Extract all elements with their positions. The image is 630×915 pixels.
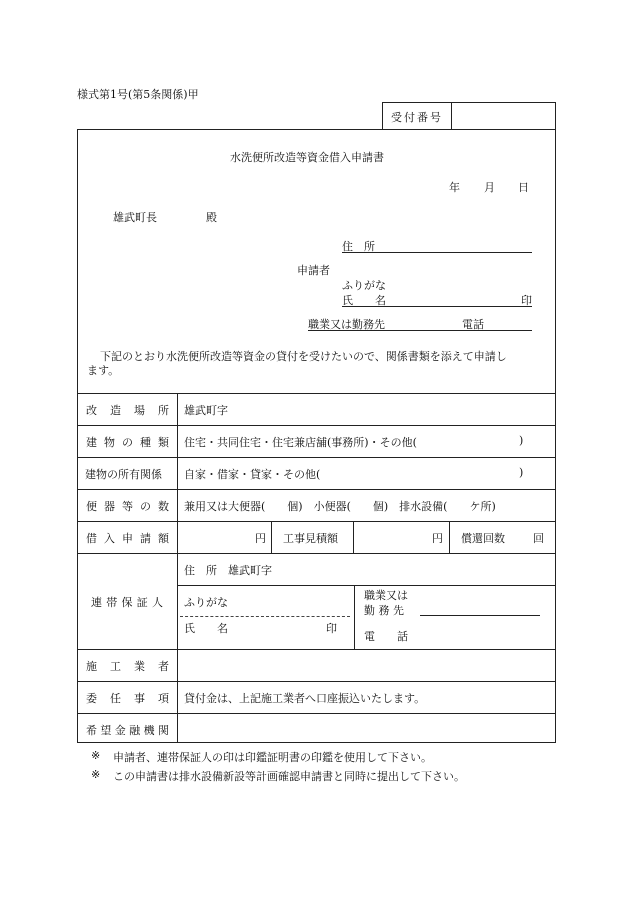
date-year-label: 年 [449,181,460,194]
addressee-mayor: 雄武町長 [113,211,157,224]
guarantor-phone-label: 電 話 [364,630,408,643]
applicant-workplace-label: 職業又は勤務先 [308,318,385,331]
note-2-text: この申請書は排水設備新設等計画確認申請書と同時に提出して下さい。 [113,770,465,783]
fixtures-value[interactable]: 兼用又は大便器( 個) 小便器( 個) 排水設備( ケ所) [184,500,496,513]
receipt-number-box [382,102,556,130]
applicant-workplace-phone-field[interactable] [308,330,532,331]
applicant-name-field[interactable] [342,306,532,307]
building-type-close: ) [519,434,524,447]
contractor-label: 施 工 業 者 [86,660,169,673]
bank-field[interactable] [178,714,555,742]
bank-label: 希 望 金 融 機 関 [86,724,169,737]
location-label: 改 造 場 所 [86,404,169,417]
estimate-label: 工事見積額 [283,532,338,545]
statement-line-2: ます。 [87,364,120,377]
date-day-label: 日 [518,181,529,194]
applicant-label: 申請者 [297,264,330,277]
note-1-text: 申請者、連帯保証人の印は印鑑証明書の印鑑を使用して下さい。 [113,751,432,764]
fixtures-label: 便 器 等 の 数 [86,500,169,513]
location-value[interactable]: 雄武町字 [184,404,228,417]
repayment-times-unit: 回 [533,532,544,545]
guarantor-furigana[interactable]: ふりがな [184,596,228,609]
estimate-yen-unit: 円 [432,532,443,545]
applicant-seal-mark: 印 [521,294,532,307]
guarantor-workplace-label-1: 職業又は [364,589,408,602]
note-1-mark: ※ [91,749,101,762]
delegation-label: 委 任 事 項 [86,692,169,705]
guarantor-workplace-field[interactable] [420,615,540,616]
addressee-honorific: 殿 [206,211,217,224]
ownership-value[interactable]: 自家・借家・貸家・その他( [184,468,321,481]
form-id: 様式第1号(第5条関係)甲 [77,88,199,101]
applicant-address-field[interactable] [342,252,532,253]
loan-yen-unit: 円 [255,532,266,545]
receipt-number-field[interactable] [453,103,555,129]
statement-line-1: 下記のとおり水洗便所改造等資金の貸付を受けたいので、関係書類を添えて申請し [100,350,507,363]
ownership-close: ) [519,466,524,479]
guarantor-address[interactable]: 住 所 雄武町字 [184,564,272,577]
guarantor-workplace-label-2: 勤 務 先 [364,604,404,617]
date-month-label: 月 [484,181,495,194]
guarantor-name[interactable]: 氏 名 [184,622,228,635]
applicant-address-label: 住 所 [342,240,375,253]
building-type-label: 建 物 の 種 類 [86,436,169,449]
loan-amount-label: 借 入 申 請 額 [86,532,169,545]
applicant-phone-label: 電話 [462,318,484,331]
applicant-furigana-label: ふりがな [342,279,386,292]
receipt-number-label: 受付番号 [391,111,443,124]
building-type-value[interactable]: 住宅・共同住宅・住宅兼店舗(事務所)・その他( [184,436,417,449]
applicant-name-label: 氏 名 [342,294,386,307]
ownership-label: 建物の所有関係 [85,468,162,481]
note-2-mark: ※ [91,768,101,781]
guarantor-seal-mark: 印 [326,622,337,635]
contractor-field[interactable] [178,650,555,680]
form-title: 水洗便所改造等資金借入申請書 [230,151,384,164]
repayment-count-label: 償還回数 [461,532,505,545]
delegation-value: 貸付金は、上記施工業者へ口座振込いたします。 [184,692,426,705]
guarantor-label: 連 帯 保 証 人 [91,596,163,609]
